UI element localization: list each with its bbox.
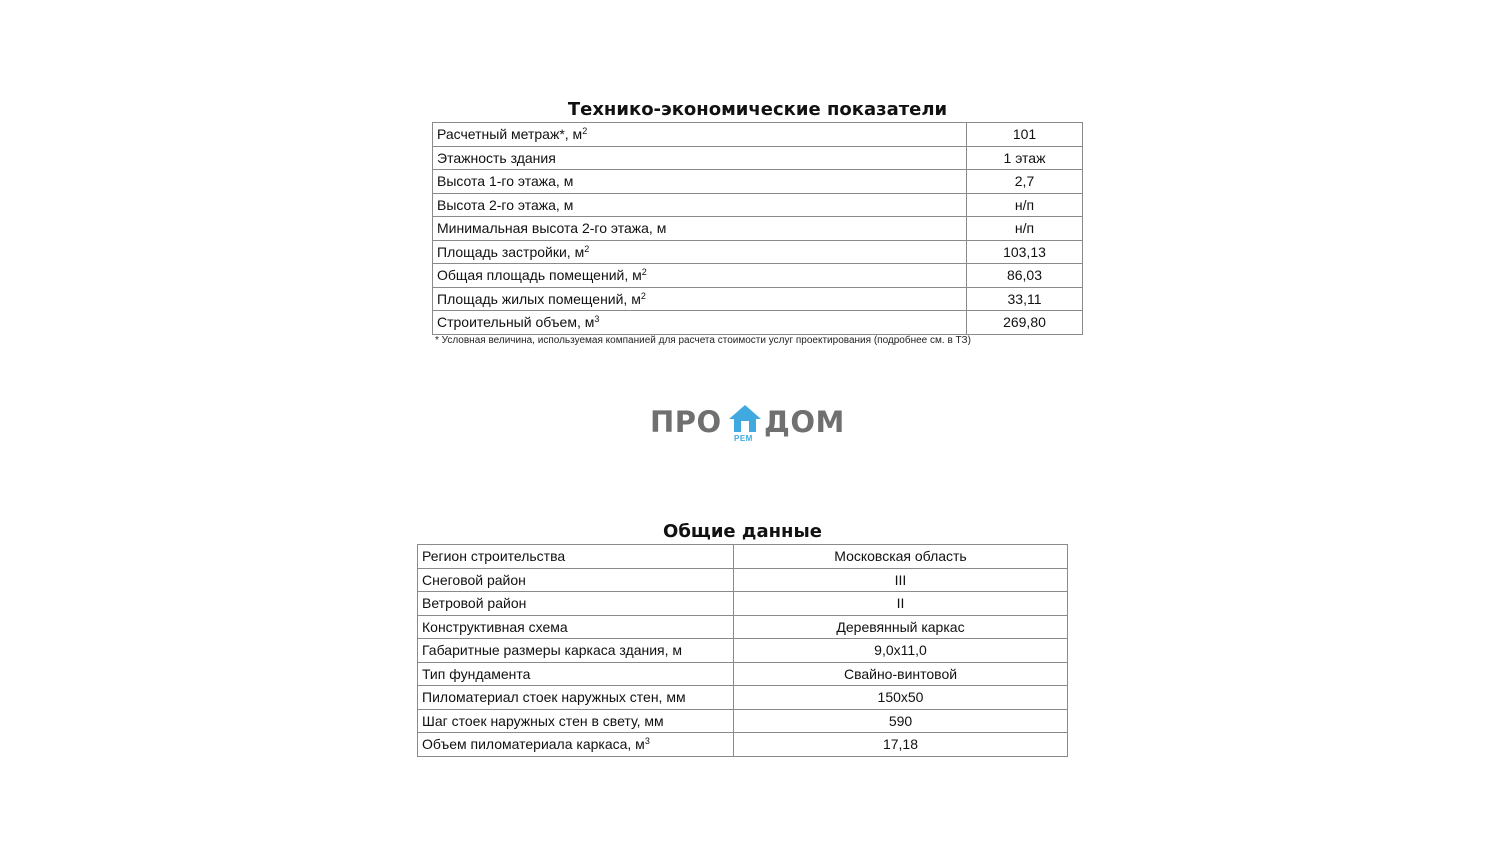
- footnote: * Условная величина, используемая компанией для расчета стоимости услуг проектирования (подробнее см. в ТЗ): [435, 335, 971, 346]
- house-icon: [728, 404, 762, 434]
- company-logo: [650, 402, 850, 446]
- value-cell: II: [734, 592, 1068, 616]
- logo-word-right: ДОМ: [764, 405, 845, 439]
- table-row: [418, 592, 1068, 616]
- value-cell: 590: [734, 709, 1068, 733]
- param-cell: Общая площадь помещений, $м^2$: [433, 264, 967, 288]
- value-cell: Свайно-винтовой: [734, 662, 1068, 686]
- value-cell: 2,7: [967, 170, 1083, 194]
- table-row: [433, 146, 1083, 170]
- param-cell: Конструктивная схема: [418, 615, 734, 639]
- param-cell: Пиломатериал стоек наружных стен, мм: [418, 686, 734, 710]
- value-cell: 33,11: [967, 287, 1083, 311]
- value-cell: 103,13: [967, 240, 1083, 264]
- param-cell: Габаритные размеры каркаса здания, м: [418, 639, 734, 663]
- value-cell: 86,03: [967, 264, 1083, 288]
- param-cell: Объем пиломатериала каркаса, $м^3$: [418, 733, 734, 757]
- value-cell: 150х50: [734, 686, 1068, 710]
- table-row: [433, 170, 1083, 194]
- table-row: [433, 240, 1083, 264]
- param-cell: Расчетный метраж*, $м^2$: [433, 123, 967, 147]
- param-cell: Снеговой район: [418, 568, 734, 592]
- param-cell: Площадь жилых помещений, $м^2$: [433, 287, 967, 311]
- table-row: [418, 568, 1068, 592]
- table-row: [418, 709, 1068, 733]
- table-row: [418, 639, 1068, 663]
- general-table: [417, 544, 1068, 757]
- param-cell: Площадь застройки, $м^2$: [433, 240, 967, 264]
- logo-word-left: ПРО: [650, 405, 722, 439]
- table-row: [433, 311, 1083, 335]
- param-cell: Высота 1-го этажа, м: [433, 170, 967, 194]
- value-cell: н/п: [967, 193, 1083, 217]
- param-cell: Регион строительства: [418, 545, 734, 569]
- table-row: [433, 287, 1083, 311]
- value-cell: 1 этаж: [967, 146, 1083, 170]
- value-cell: 9,0х11,0: [734, 639, 1068, 663]
- table-row: [433, 193, 1083, 217]
- table-row: [418, 662, 1068, 686]
- general-title: Общие данные: [663, 521, 822, 542]
- table-row: [418, 615, 1068, 639]
- table-row: [433, 123, 1083, 147]
- param-cell: Высота 2-го этажа, м: [433, 193, 967, 217]
- param-cell: Тип фундамента: [418, 662, 734, 686]
- value-cell: III: [734, 568, 1068, 592]
- value-cell: 101: [967, 123, 1083, 147]
- value-cell: Московская область: [734, 545, 1068, 569]
- param-cell: Минимальная высота 2-го этажа, м: [433, 217, 967, 241]
- param-cell: Этажность здания: [433, 146, 967, 170]
- value-cell: 269,80: [967, 311, 1083, 335]
- table-row: [418, 686, 1068, 710]
- value-cell: Деревянный каркас: [734, 615, 1068, 639]
- tep-table: [432, 122, 1083, 335]
- value-cell: н/п: [967, 217, 1083, 241]
- logo-subtext: РЕМ: [734, 434, 753, 443]
- table-row: [433, 264, 1083, 288]
- table-row: [433, 217, 1083, 241]
- table-row: [418, 733, 1068, 757]
- param-cell: Ветровой район: [418, 592, 734, 616]
- param-cell: Шаг стоек наружных стен в свету, мм: [418, 709, 734, 733]
- param-cell: Строительный объем, $м^3$: [433, 311, 967, 335]
- table-row: [418, 545, 1068, 569]
- tep-title: Технико-экономические показатели: [567, 99, 948, 120]
- value-cell: 17,18: [734, 733, 1068, 757]
